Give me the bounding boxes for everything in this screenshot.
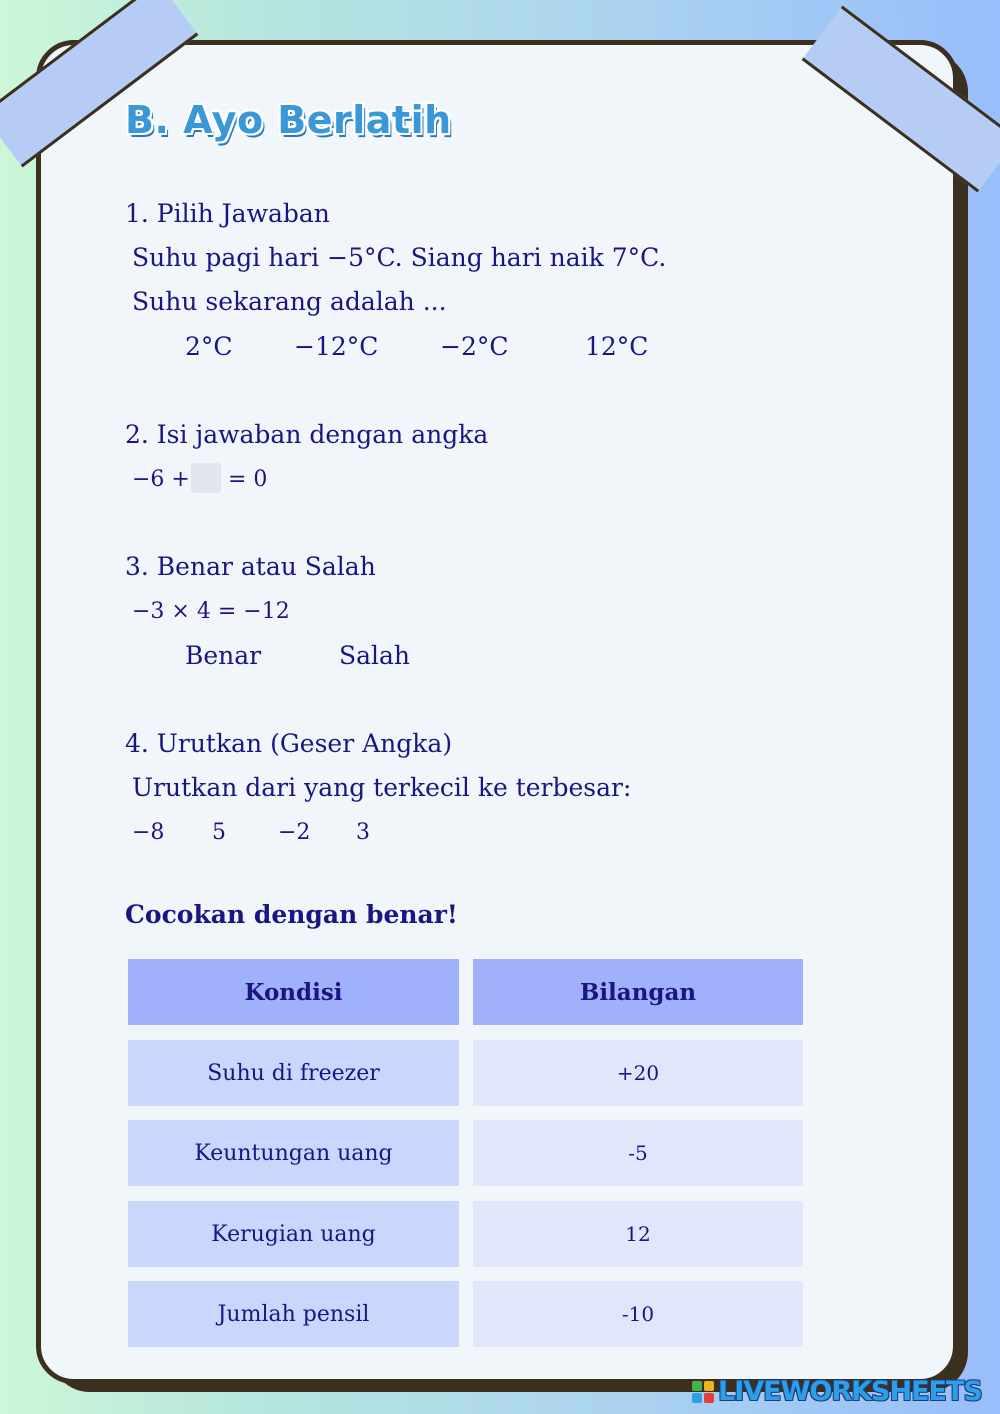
match-header-bilangan: Bilangan [473, 959, 803, 1025]
match-right-item[interactable]: -10 [473, 1281, 803, 1347]
page-title: B. Ayo Berlatih [125, 98, 452, 142]
q1-line1: Suhu pagi hari −5°C. Siang hari naik 7°C. [132, 243, 667, 272]
q2-expression-left: −6 + [132, 467, 190, 492]
q4-number-3[interactable]: −2 [278, 820, 311, 845]
q1-option-4[interactable]: 12°C [585, 332, 649, 361]
q4-number-2[interactable]: 5 [212, 820, 226, 845]
q1-heading: 1. Pilih Jawaban [125, 199, 330, 228]
q3-option-benar[interactable]: Benar [185, 641, 262, 670]
q4-number-4[interactable]: 3 [356, 820, 370, 845]
match-left-item[interactable]: Suhu di freezer [128, 1040, 459, 1106]
q1-option-2[interactable]: −12°C [294, 332, 379, 361]
q1-option-1[interactable]: 2°C [185, 332, 233, 361]
match-right-item[interactable]: 12 [473, 1201, 803, 1267]
q1-option-3[interactable]: −2°C [440, 332, 509, 361]
q3-expression: −3 × 4 = −12 [132, 599, 290, 624]
q3-heading: 3. Benar atau Salah [125, 552, 376, 581]
match-header-kondisi: Kondisi [128, 959, 459, 1025]
match-right-item[interactable]: +20 [473, 1040, 803, 1106]
match-title: Cocokan dengan benar! [125, 900, 458, 929]
liveworksheets-watermark [692, 1376, 982, 1407]
match-right-item[interactable]: -5 [473, 1120, 803, 1186]
q1-line2: Suhu sekarang adalah ... [132, 287, 447, 316]
liveworksheets-logo-icon [692, 1381, 714, 1403]
watermark-text: LIVEWORKSHEETS [718, 1376, 982, 1407]
q4-number-1[interactable]: −8 [132, 820, 165, 845]
match-left-item[interactable]: Keuntungan uang [128, 1120, 459, 1186]
q2-answer-input[interactable] [191, 463, 221, 493]
q3-option-salah[interactable]: Salah [339, 641, 411, 670]
q4-heading: 4. Urutkan (Geser Angka) [125, 729, 453, 758]
match-left-item[interactable]: Jumlah pensil [128, 1281, 459, 1347]
q2-expression-right: = 0 [228, 467, 268, 492]
q2-heading: 2. Isi jawaban dengan angka [125, 420, 489, 449]
match-left-item[interactable]: Kerugian uang [128, 1201, 459, 1267]
q4-instruction: Urutkan dari yang terkecil ke terbesar: [132, 773, 632, 802]
